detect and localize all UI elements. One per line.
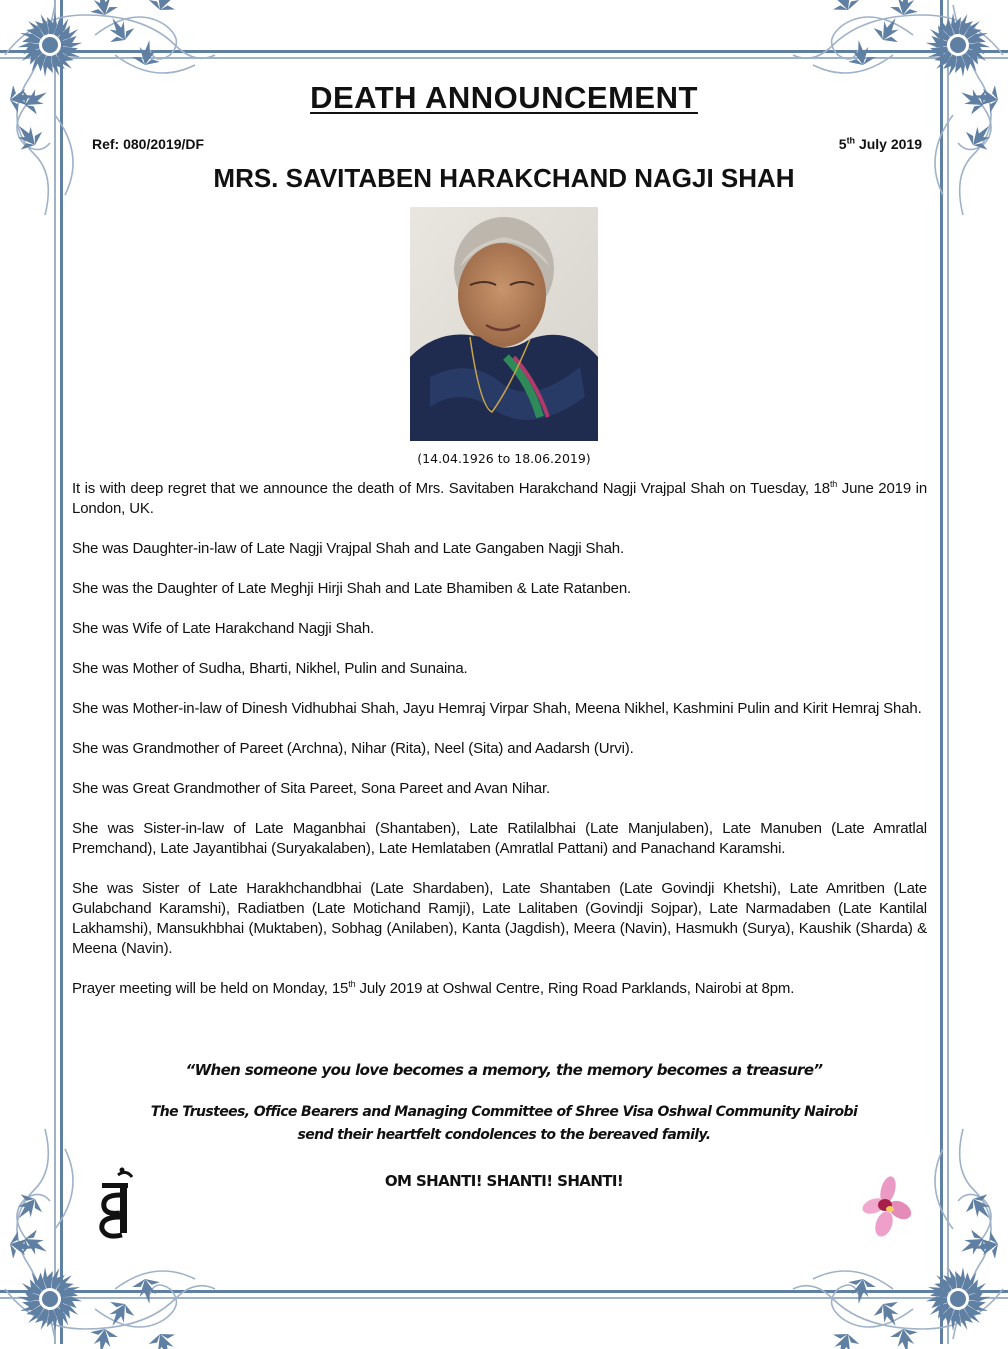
floral-corner-ornament-icon xyxy=(763,0,1008,245)
scroll-vine xyxy=(832,17,913,59)
date-suffix: th xyxy=(846,135,856,146)
paragraph-prayer-meeting xyxy=(72,979,927,999)
scroll-vine xyxy=(95,1285,176,1327)
corner-leaf xyxy=(131,38,163,68)
scroll-vine xyxy=(95,17,176,59)
paragraph-wife: She was Wife of Late Harakchand Nagji Shah. xyxy=(72,620,375,637)
corner-leaf xyxy=(845,38,877,68)
paragraph-grandmother: She was Grandmother of Pareet (Archna), Nihar (Rita), Neel (Sita) and Aadarsh (Urvi). xyxy=(72,740,634,757)
corner-leaf xyxy=(962,117,1000,154)
om-jain-symbol-icon xyxy=(96,1165,136,1240)
document-title-text: DEATH ANNOUNCEMENT xyxy=(310,80,698,115)
portrait-photo xyxy=(410,207,598,441)
paragraph-daughter-in-law: She was Daughter-in-law of Late Nagji Vrajpal Shah and Late Gangaben Nagji Shah. xyxy=(72,540,624,557)
announcement-body xyxy=(72,479,927,1019)
corner-flower xyxy=(925,13,991,77)
corner-flower xyxy=(17,1267,83,1331)
ordinal-suffix: th xyxy=(829,479,838,489)
deceased-name: MRS. SAVITABEN HARAKCHAND NAGJI SHAH xyxy=(213,163,795,193)
document-title xyxy=(0,80,1008,116)
paragraph-text: June 2019 in London, UK. xyxy=(72,480,928,517)
corner-leaf xyxy=(87,1327,119,1349)
condolence-line-1: The Trustees, Office Bearers and Managing Committee of Shree Visa Oshwal Community Nairobi xyxy=(150,1104,858,1120)
memorial-quote: “When someone you love becomes a memory, the memory becomes a treasure” xyxy=(185,1061,823,1079)
closing-prayer: OM SHANTI! SHANTI! SHANTI! xyxy=(384,1172,624,1190)
reference-number: Ref: 080/2019/DF xyxy=(92,136,205,152)
paragraph-text: It is with deep regret that we announce the death of Mrs. Savitaben Harakchand Nagji Vrajpal Shah on Tuesday, 18 xyxy=(72,480,830,497)
paragraph-great-grandmother: She was Great Grandmother of Sita Pareet, Sona Pareet and Avan Nihar. xyxy=(72,780,550,797)
date-month-year: July 2019 xyxy=(855,136,922,152)
paragraph-announcement xyxy=(72,479,927,519)
corner-leaf xyxy=(8,1190,46,1227)
corner-leaf xyxy=(889,1327,921,1349)
paragraph-mother: She was Mother of Sudha, Bharti, Nikhel, Pulin and Sunaina. xyxy=(72,660,468,677)
paragraph-daughter: She was the Daughter of Late Meghji Hirji Shah and Late Bhamiben & Late Ratanben. xyxy=(72,580,632,597)
floral-corner-ornament-icon xyxy=(0,0,245,245)
corner-leaf xyxy=(147,0,182,15)
corner-leaf xyxy=(131,1277,163,1307)
corner-leaf xyxy=(8,117,46,154)
corner-flower xyxy=(925,1267,991,1331)
paragraph-sister: She was Sister of Late Harakhchandbhai (Late Shardaben), Late Shantaben (Late Govindji Khetshi), Late Amritben (Late Gulabchand Karamshi), Radiatben (Late Motichand Ramji), Late Lalitaben (Govindji Sojpar), Late Narmadaben (Late Kantilal Lakhamshi), Mansukhbhai (Muktaben), Sobhag (Anilaben), Kanta (Jagdish), Meera (Navin), Hasmukh (Surya), Kaushik (Sharda) & Meena (Navin). xyxy=(72,880,927,957)
corner-leaf xyxy=(147,1329,182,1349)
ordinal-suffix: th xyxy=(348,979,356,989)
corner-leaf xyxy=(826,0,861,15)
corner-flower xyxy=(17,13,83,77)
paragraph-mother-in-law: She was Mother-in-law of Dinesh Vidhubhai Shah, Jayu Hemraj Virpar Shah, Meena Nikhel, Kashmini Pulin and Kirit Hemraj Shah. xyxy=(72,700,922,717)
paragraph-text: July 2019 at Oshwal Centre, Ring Road Parklands, Nairobi at 8pm. xyxy=(355,980,795,997)
corner-leaf xyxy=(826,1329,861,1349)
pink-orchid-icon xyxy=(860,1176,915,1240)
condolence-message xyxy=(0,1101,1008,1147)
date-day: 5 xyxy=(838,136,847,152)
scroll-vine xyxy=(832,1285,913,1327)
condolence-line-2: send their heartfelt condolences to the bereaved family. xyxy=(297,1127,711,1143)
corner-leaf xyxy=(962,1190,1000,1227)
corner-leaf xyxy=(845,1277,877,1307)
lifespan-dates: (14.04.1926 to 18.06.2019) xyxy=(417,451,591,466)
paragraph-text: Prayer meeting will be held on Monday, 15 xyxy=(72,980,349,997)
paragraph-sister-in-law: She was Sister-in-law of Late Maganbhai (Shantaben), Late Ratilalbhai (Late Manjulaben), Late Manuben (Late Amratlal Premchand), Late Jayantibhai (Suryakalaben), Late Hemlataben (Amratlal Pattani) and Panachand Karamshi. xyxy=(72,820,927,857)
announcement-date xyxy=(839,136,922,152)
